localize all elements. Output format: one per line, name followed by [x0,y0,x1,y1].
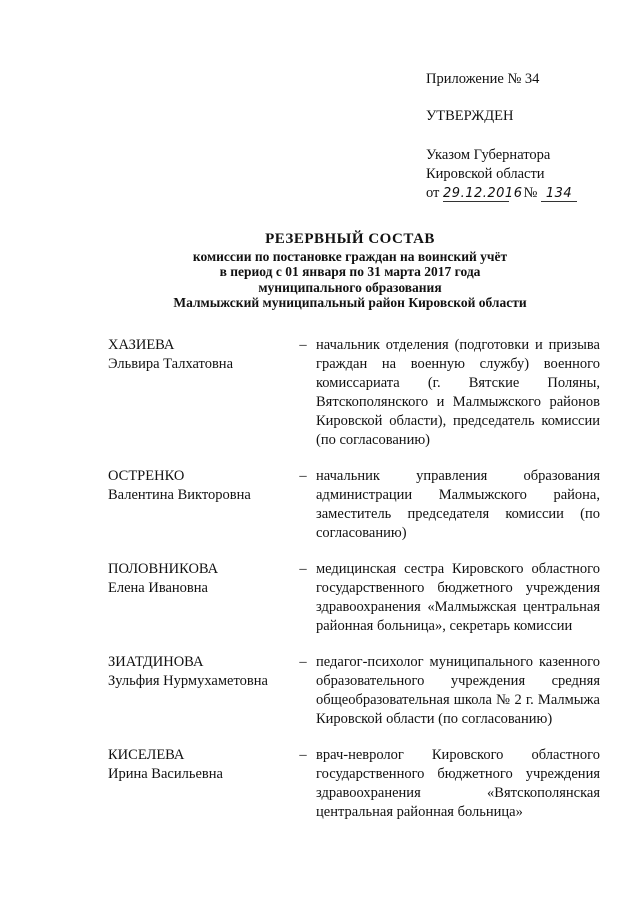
handwritten-number: 134 [541,187,577,202]
title-main: РЕЗЕРВНЫЙ СОСТАВ [265,231,435,247]
member-given-names: Ирина Васильевна [108,766,223,782]
title-line-4: муниципального образования [258,279,442,295]
member-name [108,336,290,450]
member-given-names: Елена Ивановна [108,580,208,596]
commission-members-list [108,336,600,822]
member-given-names: Валентина Викторовна [108,487,251,503]
member-surname: ЗИАТДИНОВА [108,654,204,670]
member-role: медицинская сестра Кировского областного государственного бюджетного учреждения здравоохранения «Малмыжская центральная районная больница», секретарь комиссии [316,561,600,634]
member-surname: ОСТРЕНКО [108,468,185,484]
document-title [100,232,600,311]
member-given-names: Эльвира Талхатовна [108,356,233,372]
approved-label: УТВЕРЖДЕН [426,108,514,124]
member-entry [108,653,600,729]
title-line-3: в период с 01 января по 31 марта 2017 года [219,264,481,279]
member-dash: – [299,468,307,484]
member-role: начальник управления образования администрации Малмыжского района, заместитель председателя комиссии (по согласованию) [316,468,600,541]
handwritten-date: 29.12.2016 [443,186,523,201]
approval-stamp [426,70,626,203]
member-dash: – [299,747,307,763]
member-name [108,467,290,543]
member-name [108,746,290,822]
member-name [108,653,290,729]
member-dash: – [299,337,307,353]
member-entry [108,467,600,543]
member-entry [108,560,600,636]
member-given-names: Зульфия Нурмухаметовна [108,673,268,689]
number-prefix: № [523,185,538,201]
decree-line-1: Указом Губернатора [426,147,551,163]
member-entry [108,336,600,450]
decree-line-2: Кировской области [426,166,545,182]
member-surname: ПОЛОВНИКОВА [108,561,219,577]
decree-date-line [426,184,626,203]
appendix-number: Приложение № 34 [426,71,540,87]
date-prefix: от [426,185,440,201]
member-entry [108,746,600,822]
member-role: педагог-психолог муниципального казенного образовательного учреждения средняя общеобразовательная школа № 2 г. Малмыжа Кировской области (по согласованию) [316,654,600,727]
member-surname: ХАЗИЕВА [108,337,175,353]
member-role: начальник отделения (подготовки и призыва граждан на военную службу) военного комиссариата (г. Вятские Поляны, Вятскополянского и Малмыжского районов Кировской области), председатель комиссии (по согласованию) [316,337,600,448]
title-line-2: комиссии по постановке граждан на воинский учёт [192,248,508,264]
title-line-5: Малмыжский муниципальный район Кировской области [173,295,527,310]
member-name [108,560,290,636]
member-dash: – [299,654,307,670]
member-dash: – [299,561,307,577]
member-role: врач-невролог Кировского областного государственного бюджетного учреждения здравоохранения «Вятскополянская центральная районная больница» [316,747,600,820]
member-surname: КИСЕЛЕВА [108,747,185,763]
